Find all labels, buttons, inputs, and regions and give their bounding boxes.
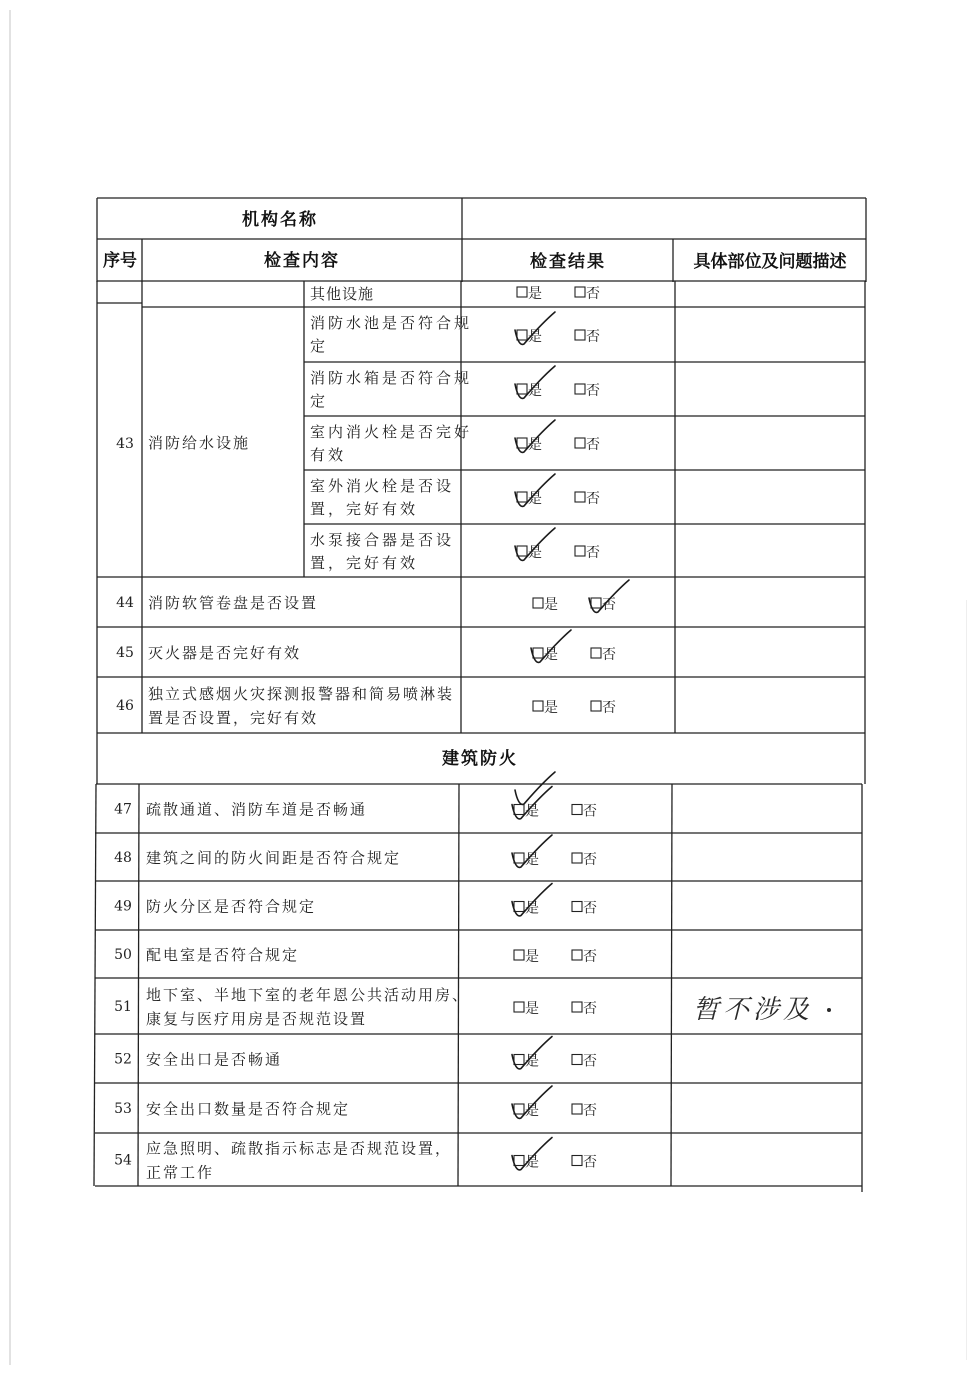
row49-number: 49 (114, 898, 132, 915)
row-prev-yes-label: 是 (528, 286, 542, 302)
row52-no-label: 否 (583, 1053, 597, 1070)
row53-no-checkbox (572, 1104, 582, 1114)
row43-number: 43 (116, 436, 134, 452)
row-prev-sub-label: 其他设施 (310, 285, 375, 303)
row43-sub-4-line1: 室外消火栓是否设 (310, 477, 455, 495)
row44-yes-checkbox (533, 598, 543, 608)
row43-sub-3-line1: 室内消火栓是否完好 (310, 423, 473, 441)
row53-no-label: 否 (583, 1103, 597, 1119)
row43-sub-3-no-label: 否 (586, 437, 600, 453)
row47-content: 疏散通道、消防车道是否畅通 (146, 800, 368, 819)
row43-sub-3-no-checkbox (575, 438, 585, 448)
row43-sub-4-line2: 置，完好有效 (310, 500, 419, 518)
row53-yes-checkbox (514, 1104, 524, 1114)
row54-no-checkbox (572, 1156, 582, 1166)
row47-yes-checkbox (514, 805, 524, 815)
section-title: 建筑防火 (442, 749, 518, 769)
row49-yes-label: 是 (525, 900, 539, 917)
row52-no-checkbox (572, 1055, 582, 1065)
row46-content-line1: 独立式感烟火灾探测报警器和简易喷淋装 (148, 685, 455, 703)
row43-sub-3-yes-label: 是 (528, 437, 542, 453)
row48-no-label: 否 (583, 852, 597, 868)
row51-no-label: 否 (583, 1001, 597, 1017)
row50-yes-checkbox (514, 950, 524, 960)
row43-sub-4-yes-checkbox (517, 492, 527, 502)
row49-no-checkbox (572, 902, 582, 912)
row46-content-line2: 置是否设置，完好有效 (148, 709, 319, 727)
row50-no-checkbox (572, 950, 582, 960)
row43-sub-2-line1: 消防水箱是否符合规 (310, 369, 473, 387)
row43-sub-3-line2: 有效 (310, 446, 347, 464)
row48-content: 建筑之间的防火间距是否符合规定 (146, 849, 402, 867)
row44-no-label: 否 (602, 597, 616, 613)
row46-yes-checkbox (533, 701, 543, 711)
row50-content: 配电室是否符合规定 (146, 946, 300, 964)
row53-yes-label: 是 (525, 1103, 539, 1119)
row43-sub-1-no-label: 否 (586, 329, 600, 345)
row51-yes-label: 是 (525, 1001, 539, 1017)
row44-content: 消防软管卷盘是否设置 (148, 594, 319, 612)
row48-yes-checkbox (514, 853, 524, 863)
row43-sub-2-no-checkbox (575, 384, 585, 394)
row43-sub-2-yes-label: 是 (528, 383, 542, 399)
row43-sub-4-no-label: 否 (586, 491, 600, 507)
row49-content: 防火分区是否符合规定 (146, 897, 317, 916)
row51-content-line1: 地下室、半地下室的老年恩公共活动用房、 (146, 986, 470, 1004)
row54-no-label: 否 (583, 1154, 597, 1171)
row51-content-line2: 康复与医疗用房是否规范设置 (146, 1010, 368, 1028)
row44-no-checkbox (591, 598, 601, 608)
row43-sub-5-line1: 水泵接合器是否设 (310, 531, 455, 549)
row43-sub-1-line2: 定 (310, 337, 329, 355)
row48-number: 48 (114, 850, 132, 866)
lower-result-rule (458, 784, 459, 1186)
row54-yes-checkbox (514, 1156, 524, 1166)
row43-sub-2-yes-checkbox (517, 384, 527, 394)
row43-sub-5-yes-checkbox (517, 546, 527, 556)
row44-number: 44 (116, 595, 134, 611)
row53-number: 53 (114, 1101, 132, 1117)
row54-yes-label: 是 (525, 1154, 539, 1171)
row54-content-line2: 正常工作 (146, 1163, 215, 1182)
row43-sub-1-yes-label: 是 (528, 329, 542, 345)
row50-yes-label: 是 (525, 949, 539, 965)
row-prev-no-checkbox (575, 287, 585, 297)
row43-category: 消防给水设施 (148, 434, 251, 452)
row45-number: 45 (116, 645, 134, 661)
row50-no-label: 否 (583, 949, 597, 965)
col-content-header: 检查内容 (264, 251, 340, 271)
row43-sub-5-no-checkbox (575, 546, 585, 556)
row-prev-no-label: 否 (586, 286, 600, 302)
row43-sub-1-no-checkbox (575, 330, 585, 340)
row43-sub-1-line1: 消防水池是否符合规 (310, 314, 473, 332)
row43-sub-2-no-label: 否 (586, 383, 600, 399)
lower-desc-rule (671, 784, 672, 1186)
row46-no-checkbox (591, 701, 601, 711)
row48-no-checkbox (572, 853, 582, 863)
row49-yes-checkbox (514, 902, 524, 912)
row45-content: 灭火器是否完好有效 (148, 644, 302, 662)
row51-desc-period (827, 1008, 831, 1012)
row43-sub-3-yes-checkbox (517, 438, 527, 448)
row-prev-yes-checkbox (517, 287, 527, 297)
row43-sub-2-line2: 定 (310, 392, 329, 410)
row51-number: 51 (114, 999, 132, 1015)
row46-no-label: 否 (602, 700, 616, 716)
row46-yes-label: 是 (544, 700, 558, 716)
row52-yes-label: 是 (525, 1053, 539, 1070)
col-result-header: 检查结果 (530, 252, 606, 272)
col-desc-header: 具体部位及问题描述 (693, 252, 847, 272)
row47-no-checkbox (572, 805, 582, 815)
row52-yes-checkbox (514, 1055, 524, 1065)
org-name-label: 机构名称 (242, 210, 318, 230)
row48-yes-label: 是 (525, 852, 539, 868)
row53-content: 安全出口数量是否符合规定 (146, 1100, 351, 1118)
row47-yes-label: 是 (525, 803, 539, 820)
row45-no-checkbox (591, 648, 601, 658)
row45-no-label: 否 (602, 647, 616, 663)
row51-desc-handwriting: 暂不涉及 (693, 995, 814, 1025)
row43-sub-5-yes-label: 是 (528, 545, 542, 561)
row54-number: 54 (114, 1152, 132, 1169)
row44-yes-label: 是 (544, 597, 558, 613)
row47-no-label: 否 (583, 803, 597, 820)
row51-yes-checkbox (514, 1002, 524, 1012)
row46-number: 46 (116, 698, 134, 714)
row50-number: 50 (114, 947, 132, 963)
row54-content-line1: 应急照明、疏散指示标志是否规范设置， (146, 1139, 453, 1158)
col-no-header: 序号 (103, 251, 137, 271)
lower-left-rule (94, 784, 96, 1186)
row43-sub-4-no-checkbox (575, 492, 585, 502)
lower-no-rule (138, 784, 139, 1186)
row45-yes-label: 是 (544, 647, 558, 663)
row43-sub-4-yes-label: 是 (528, 491, 542, 507)
row49-no-label: 否 (583, 900, 597, 917)
row43-sub-5-line2: 置，完好有效 (310, 554, 419, 572)
row51-no-checkbox (572, 1002, 582, 1012)
row43-sub-1-yes-checkbox (517, 330, 527, 340)
row45-yes-checkbox (533, 648, 543, 658)
row47-number: 47 (114, 801, 132, 818)
row52-number: 52 (114, 1051, 132, 1068)
row52-content: 安全出口是否畅通 (146, 1050, 283, 1069)
row43-sub-5-no-label: 否 (586, 545, 600, 561)
